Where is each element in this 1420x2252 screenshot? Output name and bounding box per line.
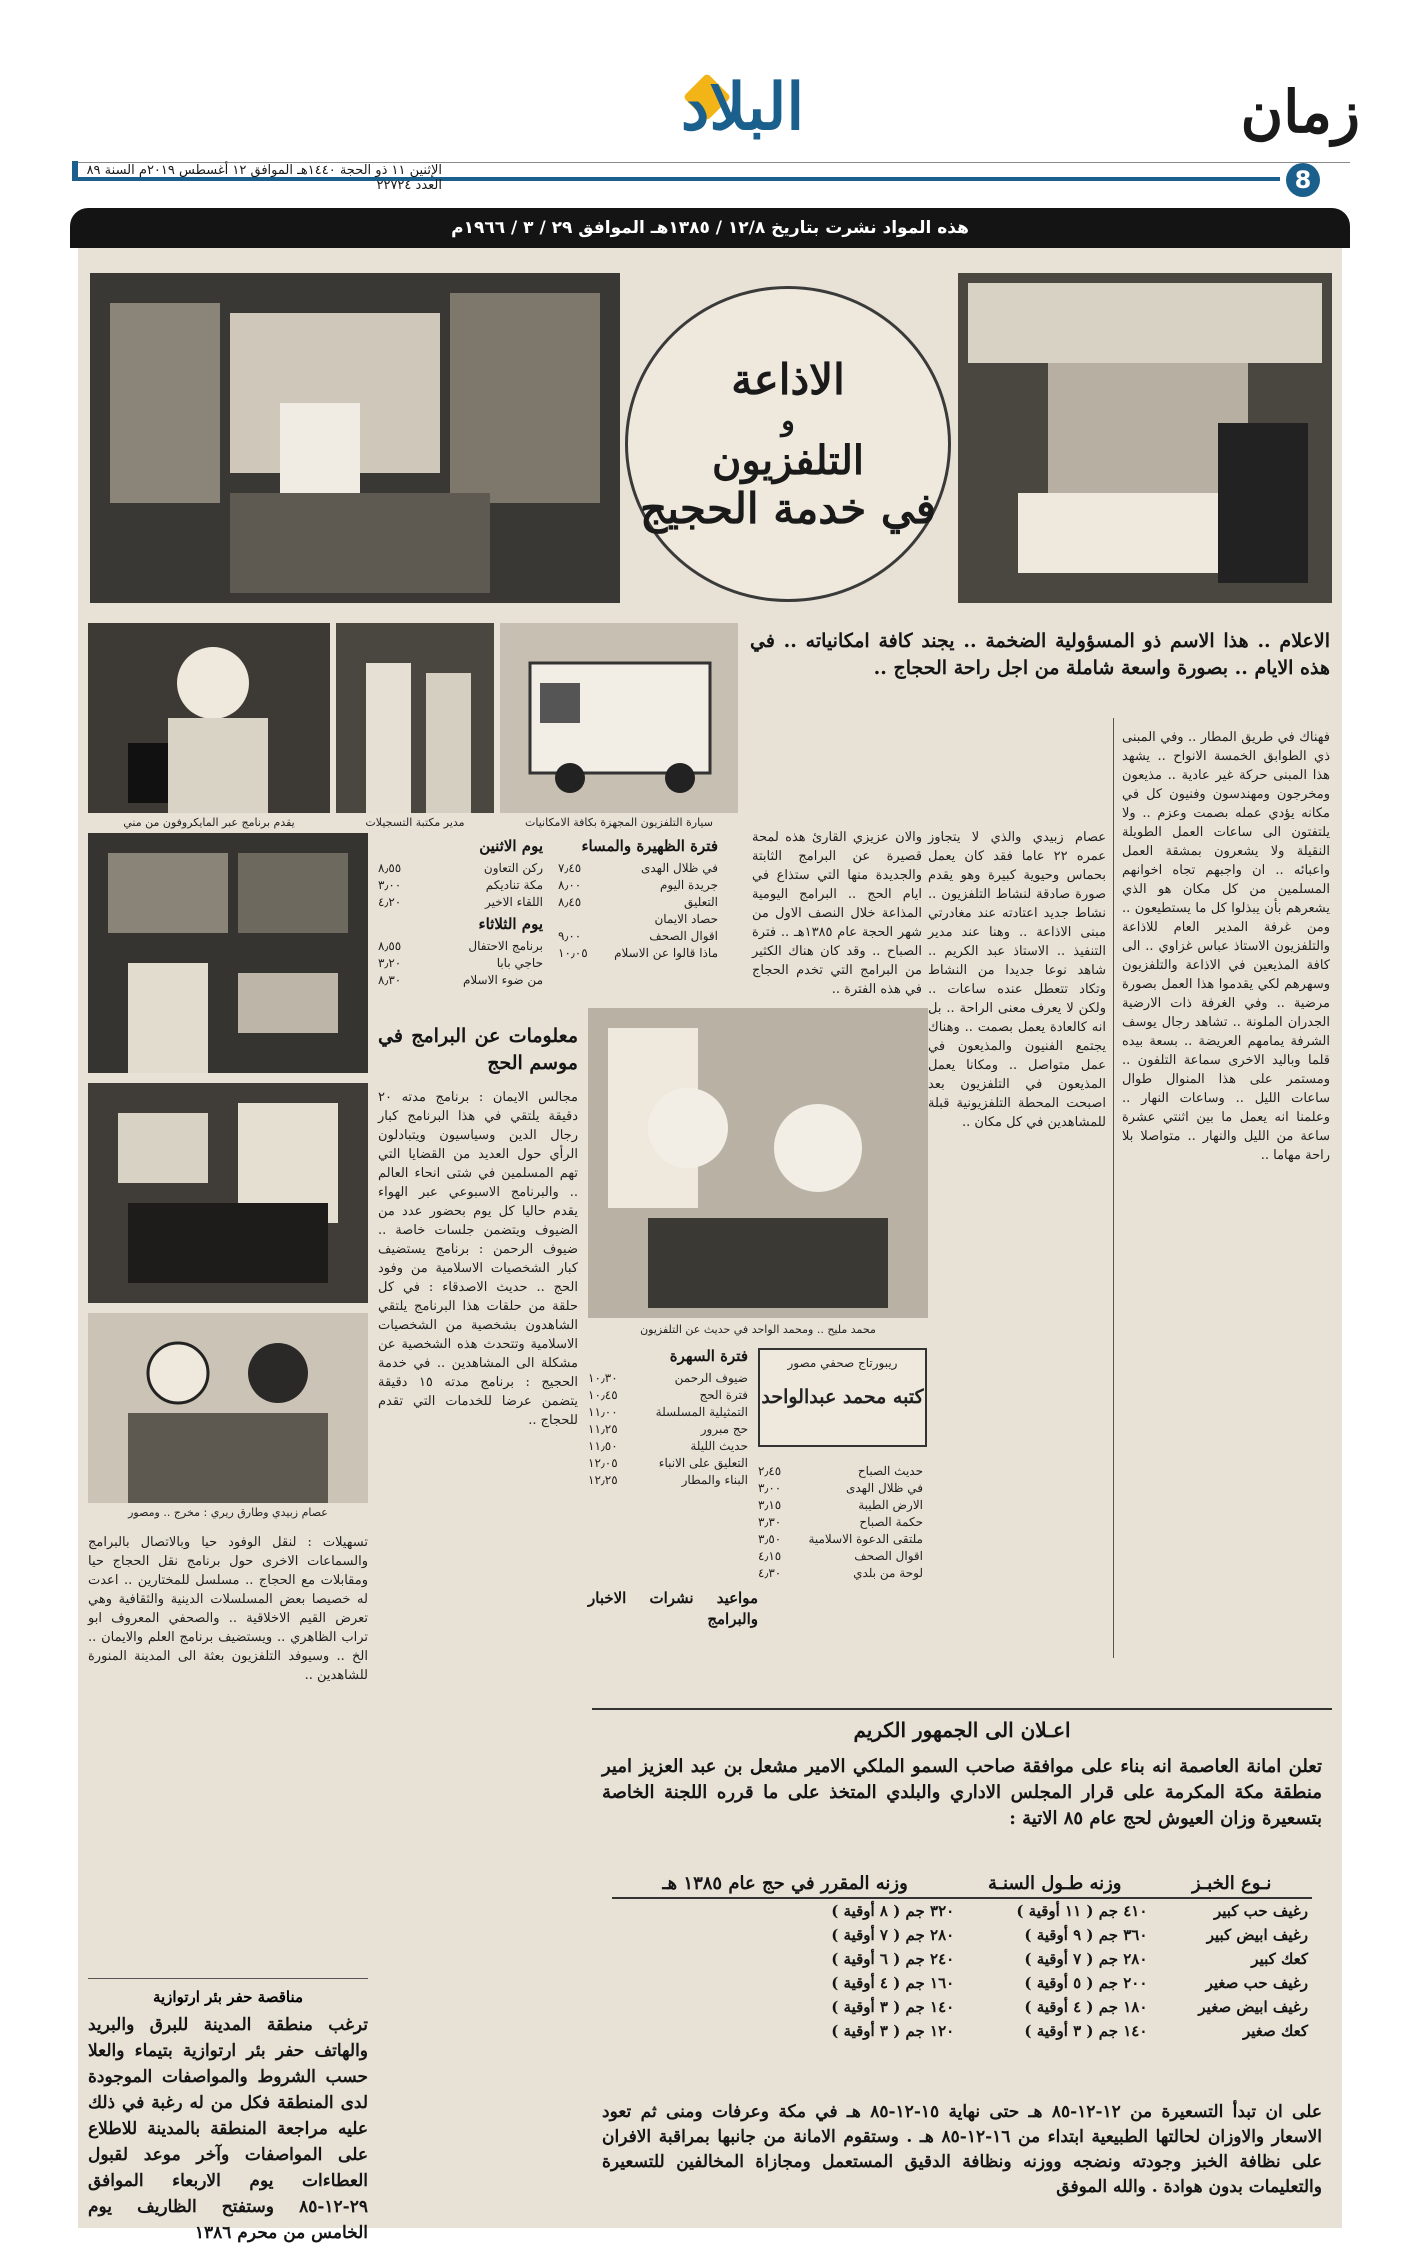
caption-bus: سيارة التلفزيون المجهزة بكافة الامكانيات	[525, 816, 713, 829]
photo-tv-bus	[500, 623, 738, 813]
table-row: رغيف ابيض صغير ١٨٠ جم ( ٤ أوقية ) ١٤٠ جم ( ٣ أوقية )	[831, 1998, 1308, 2016]
caption-mic: يقدم برنامج عبر المايكروفون من مني	[123, 816, 295, 829]
schedule-morning: حديث الصباح ٢٫٤٥ في ظلال الهدى ٣٫٠٠ الارض الطيبة ٣٫١٥ حكمة الصباح ٣٫٣٠ ملتقى الدعوة الاسلامية ٣٫٥٠ اقوال الصحف ٤٫١٥ لوحة من بلدي ٤٫٣٠	[758, 1464, 923, 1580]
table-row: رغيف حب كبير ٤١٠ جم ( ١١ أوقية ) ٣٢٠ جم ( ٨ أوقية )	[831, 1902, 1308, 1920]
byline-label: ريبورتاج صحفي مصور	[787, 1356, 898, 1370]
photo-mic-presenter	[88, 623, 330, 813]
notice-footer: على ان تبدأ التسعيرة من ١٢-١٢-٨٥ هـ حتى نهاية ١٥-١٢-٨٥ هـ في مكة وعرفات ومنى ثم تعود الاسعار والاوزان لحالتها الطبيعية ابتداء من ١٦-١٢-٨٥ هـ . وستقوم الامانة من جانبها بمراقبة الافران على نظافة الخبز وجودته ونضجه ووزنه ونظافة الدقيق المستعمل ومجازاة المخالفين للتسعيرة والتعليمات بدون هوادة . والله الموفق	[602, 2102, 1322, 2197]
column-far-left: تسهيلات : لنقل الوفود حيا وبالاتصال بالبرامج والسماعات الاخرى حول برنامج نقل الحجاج حيا ومقابلات مع الحجاج .. مسلسل للمختارين .. اعدت له خصيصا بعض المسلسلات الدينية والثقافية وهي تعرض القيم الاخلاقية .. والصحفي المعروف ابو تراب الظاهري .. ويستضيف برنامج العلم والايمان .. الخ .. وسيوفد التلفزيون بعثة الى المدينة المنورة للشاهدين ..	[88, 1535, 368, 1683]
page-number: 8	[1286, 163, 1320, 197]
table-row: رغيف حب صغير ٢٠٠ جم ( ٥ أوقية ) ١٦٠ جم ( ٤ أوقية )	[831, 1974, 1308, 1992]
schedule-noon: فترة الظهيرة والمساء في ظلال الهدى ٧٫٤٥ جريدة اليوم ٨٫٠٠ التعليق ٨٫٤٥ حصاد الايمان اقوال الصحف ٩٫٠٠ ماذا قالوا عن الاسلام ١٠٫٠٥	[558, 837, 718, 960]
title-line-3: التلفزيون	[711, 437, 865, 484]
section-name: زمان	[1240, 78, 1360, 146]
newspaper-logo: البلاد	[680, 70, 805, 145]
col-year-weight: وزنه طـول السنـة	[958, 1870, 1151, 1898]
bread-price-notice	[592, 1708, 1332, 2220]
photo-monitor-room	[88, 1083, 368, 1303]
col-hajj-weight: وزنه المقرر في حج عام ١٣٨٥ هـ	[612, 1870, 958, 1898]
info-heading: معلومات عن البرامج في موسم الحج	[378, 1025, 578, 1074]
tender-divider	[88, 1978, 368, 1979]
title-line-1: الاذاعة	[731, 355, 845, 404]
dateline: الإثنين ١١ ذو الحجة ١٤٤٠هـ الموافق ١٢ أغسطس ٢٠١٩م السنة ٨٩ العدد ٢٢٧٢٤	[86, 163, 442, 193]
schedule-mon-tue: يوم الاثنين ركن التعاون ٨٫٥٥ مكة تناديكم ٣٫٠٠ اللقاء الاخير ٤٫٢٠ يوم الثلاثاء برنامج الاحتفال ٨٫٥٥ حاجي بابا ٣٫٢٠ من ضوء الاسلام ٨٫٣٠	[378, 837, 543, 987]
publish-date-banner: هذه المواد نشرت بتاريخ ١٢/٨ / ١٣٨٥هـ الموافق ٢٩ / ٣ / ١٩٦٦م	[70, 208, 1350, 248]
column-mid-right: عصام زبيدي والذي لا يتجاوز عمره ٢٢ عاما فقد كان يعمل بحماس وحيوية كبيرة وهو يقدم صورة صادقة لنشاط التلفزيون .. نشاط جديد اعتادته عند مغادرتي مبنى الاذاعة .. وهنا عند مدير التنفيذ .. الاستاذ عبد الكريم .. شاهد نوعا جديدا من النشاط وتكاد تتعطل عنده ساعات .. ولكن لا يعرف معنى الراحة .. بل انه كالعادة يعمل بصمت .. وهناك يجتمع الفنيون والمذيعون في عمل متواصل .. ومكانا يعمل المذيعون في التلفزيون بعد اصبحت المحطة التلفزيونية قبلة للمشاهدين في كل مكان ..	[928, 830, 1107, 1130]
byline-box	[758, 1348, 927, 1447]
schedule-heading: مواعيد نشرات الاخبار والبرامج	[588, 1589, 758, 1628]
column-divider	[1113, 718, 1114, 1658]
tender-notice	[88, 1988, 368, 2246]
column-center: والان عزيزي القارئ هذه لمحة قصيرة عن البرامج الثابتة والجديدة منها التي ستذاع في ايام الحج .. البرامج اليومية المذاعة خلال النصف الاول من شهر الحجة عام ١٣٨٥هـ .. فترة الصباح .. وقد كان هناك الكثير من البرامج التي تخدم الحجاج في هذه الفترة ..	[752, 830, 922, 997]
notice-title: اعـلان الى الجمهور الكريم	[853, 1718, 1071, 1742]
tender-title: مناقصة حفر بئر ارتوازية	[152, 1988, 304, 2006]
photo-interview	[588, 1008, 928, 1318]
archive-page-scan	[78, 248, 1342, 2243]
photo-records-office	[336, 623, 494, 813]
notice-body: تعلن امانة العاصمة انه بناء على موافقة صاحب السمو الملكي الامير مشعل بن عبد العزيز امير منطقة مكة المكرمة على قرار المجلس الاداري والبلدي المتخذ على ما قرره اللجنة الخاصة بتسعيرة وزان العيوش لحج عام ٨٥ الاتية :	[602, 1756, 1322, 1829]
caption-interview: محمد مليح .. ومحمد الواحد في حديث عن التلفزيون	[640, 1323, 876, 1336]
masthead	[0, 0, 1420, 200]
article-title-medallion	[625, 286, 951, 602]
title-line-2: و	[781, 404, 795, 437]
table-row: كعك صغير ١٤٠ جم ( ٣ أوقية ) ١٢٠ جم ( ٣ أوقية )	[831, 2022, 1308, 2040]
article-lead: الاعلام .. هذا الاسم ذو المسؤولية الضخمة .. يجند كافة امكانياته .. في هذه الايام .. بصورة واسعة شاملة من اجل راحة الحجاج ..	[750, 630, 1330, 679]
caption-records: مدير مكتبة التسجيلات	[365, 816, 465, 829]
bread-price-table	[612, 1870, 1312, 2043]
table-row: رغيف ابيض كبير ٣٦٠ جم ( ٩ أوقية ) ٢٨٠ جم ( ٧ أوقية )	[831, 1926, 1308, 1944]
schedule-evening: فترة السهرة ضيوف الرحمن ١٠٫٣٠ فترة الحج ١٠٫٤٥ التمثيلية المسلسلة ١١٫٠٠ حج مبرور ١١٫٢٥ حديث الليلة ١١٫٥٠ التعليق على الانباء ١٢٫٠٥ البناء والمطار ١٢٫٢٥	[588, 1347, 748, 1487]
byline-name: كتبه محمد عبدالواحد	[761, 1386, 924, 1408]
caption-studio: عصام زبيدي وطارق ريري : مخرج .. ومصور	[128, 1506, 328, 1519]
title-line-4: في خدمة الحجيج	[640, 484, 936, 533]
photo-studio-left	[90, 273, 620, 603]
table-row: كعك كبير ٢٨٠ جم ( ٧ أوقية ) ٢٤٠ جم ( ٦ أوقية )	[831, 1950, 1308, 1968]
photo-studio-right	[958, 273, 1332, 603]
photo-director-cameraman	[88, 1313, 368, 1503]
tender-body: ترغب منطقة المدينة للبرق والبريد والهاتف حفر بئر ارتوازية بتيماء والعلا حسب الشروط والمواصفات الموجودة لدى المنطقة فكل من له رغبة في ذلك عليه مراجعة المنطقة بالمدينة للاطلاع على المواصفات وآخر موعد لقبول العطاءات يوم الاربعاء الموافق ٢٩-١٢-٨٥ وستفتح الظاريف يوم الخامس من محرم ١٣٨٦	[88, 2015, 368, 2243]
column-info: مجالس الايمان : برنامج مدته ٢٠ دقيقة يلتقي في هذا البرنامج كبار رجال الدين وسياسيون ويتبادلون الرأي حول العديد من القضايا التي تهم المسلمين في شتى انحاء العالم .. والبرنامج الاسبوعي عبر الهواء يقدم حاليا كل يوم بحضور عدد من الضيوف ويتضمن جلسات خاصة .. ضيوف الرحمن : برنامج يستضيف كبار الشخصيات الاسلامية من وفود الحج .. حديث الاصدقاء : في كل حلقة من حلقات هذا البرنامج يلتقي الشاهدون بشخصية من الشخصيات الاسلامية وتتحدث هذه الشخصية عن مشكلة الى المشاهدين .. في خدمة الحجيج : برنامج مدته ١٥ دقيقة يتضمن عرضا للخدمات التي تقدم للحجاج ..	[378, 1090, 578, 1428]
photo-control-room	[88, 833, 368, 1073]
column-right: فهناك في طريق المطار .. وفي المبنى ذي الطوابق الخمسة الانواح .. يشهد هذا المبنى حركة غير عادية .. مذيعون ومخرجون ومهندسون وفنيون كل في مكانه يؤدي عمله بصمت وعزم .. ولا يلتفتون الى ساعات العمل الطويلة النقيلة ولا يشعرون بمشقة العمل واعبائه .. ان واجبهم تجاه اخوانهم المسلمين من كل مكان هو الذي يشعرهم بأن يبذلوا كل ما يستطيعون .. ومن غرفة المدير العام للاذاعة والتلفزيون الاستاذ عباس غزاوي .. الى كافة المذيعين في الاذاعة والتلفزيون وسهرهم لكي يقدموا هذا العمل بصورة مرضية .. وفي الغرفة ذات الارضية الجدران الملونة .. تشاهد رجال يوسف الشرفة يمامهم العريضة .. بسعة بيده قلما وباليد الاخرى سماعة التلفون .. ومستمر على هذا المنوال طوال ساعات الليل .. وساعات النهار .. وعلمنا انه يعمل ما بين اثنتي عشرة ساعة من الليل والنهار .. متواصلا بلا راحة مهاما ..	[1122, 730, 1330, 1163]
col-bread-type: نـوع الخبـز	[1151, 1870, 1312, 1898]
